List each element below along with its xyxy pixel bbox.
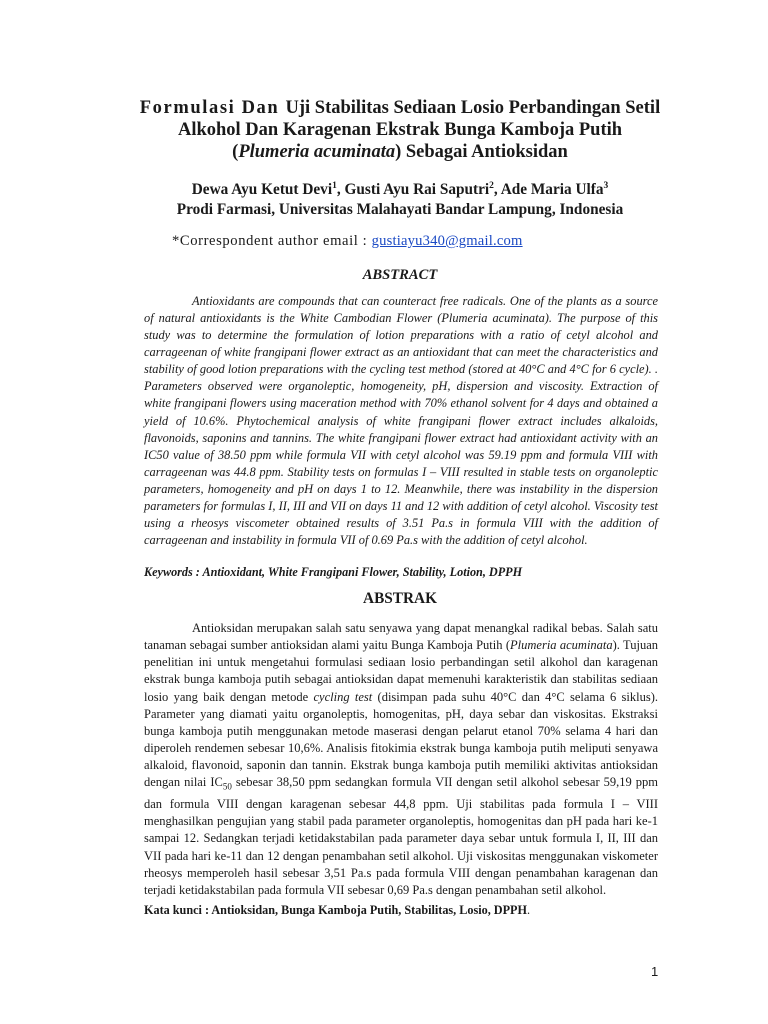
title-species: Plumeria acuminata <box>238 142 396 162</box>
title-line-3 <box>120 141 680 163</box>
page-number: 1 <box>651 964 659 979</box>
abstrak-method: cycling test <box>313 689 373 704</box>
abstrak-ic-subscript: 50 <box>222 781 232 792</box>
abstract-indonesian <box>144 620 658 899</box>
correspondent-label: *Correspondent author email : <box>172 233 372 249</box>
kata-kunci-period: . <box>526 903 531 917</box>
abstract-heading: ABSTRACT <box>362 267 438 283</box>
author-block <box>100 180 700 220</box>
title-line-1-rest: Uji Stabilitas Sediaan Losio Perbandingan Setil <box>285 98 661 118</box>
abstrak-part-3: (disimpan pada suhu 40°C dan 4°C selama 6 siklus). Parameter yang diamati yaitu organoleptis, homogenitas, pH, daya sebar dan viskositas. Ekstraksi bunga kamboja putih menggunakan metode maserasi dengan pelarut etanol 70% selama 4 hari dan diperoleh rendemen sebesar 10,6%. Analisis fitokimia ekstrak bunga kamboja putih meliputi senyawa alkaloid, flavonoid, saponin dan tannin. Ekstrak bunga kamboja putih memiliki aktivitas antioksidan dengan nilai IC <box>144 689 658 790</box>
keywords-indonesian <box>144 903 530 918</box>
title-line-1-spaced: Formulasi Dan <box>139 98 286 118</box>
keywords-english: Keywords : Antioxidant, White Frangipani Flower, Stability, Lotion, DPPH <box>144 565 523 579</box>
abstract-english <box>144 293 658 549</box>
author-2-sup: 2 <box>489 180 494 191</box>
author-3: , Ade Maria Ulfa <box>493 181 604 198</box>
abstrak-species: Plumeria acuminata <box>510 638 613 653</box>
author-3-sup: 3 <box>603 180 609 191</box>
affiliation: Prodi Farmasi, Universitas Malahayati Bandar Lampung, Indonesia <box>176 201 624 218</box>
paper-title <box>120 97 680 163</box>
title-line-2: Alkohol Dan Karagenan Ekstrak Bunga Kamboja Putih <box>177 120 623 140</box>
title-line-3-rest: ) Sebagai Antioksidan <box>395 142 568 162</box>
abstract-indonesian-text <box>144 620 658 899</box>
title-line-1 <box>120 97 680 119</box>
correspondent-email-link[interactable]: gustiayu340@gmail.com <box>371 233 523 249</box>
title-paren-open: ( <box>232 142 239 162</box>
abstrak-part-4: sebesar 38,50 ppm sedangkan formula VII dengan setil alkohol sebesar 59,19 ppm dan formula VIII dengan karagenan sebesar 44,8 ppm. Uji stabilitas pada formula I – VIII menghasilkan pengujian yang stabil pada parameter organoleptis, homogenitas dan pH pada hari ke-1 sampai 12. Sedangkan terjadi ketidakstabilan pada parameter daya sebar untuk formula I, II, III dan VII pada hari ke-11 dan 12 dengan penambahan setil alkohol. Uji viskositas menggunakan viskometer rheosys memperoleh hasil sebesar 3,51 Pa.s pada formula VIII dengan penambahan karagenan dan terjadi ketidakstabilan pada formula VII sebesar 0,69 Pa.s dengan penambahan setil alkohol. <box>144 775 658 897</box>
abstrak-heading: ABSTRAK <box>363 590 437 607</box>
abstrak-part-2: ). Tujuan penelitian ini untuk mengetahui formulasi sediaan losio perbandingan setil alkohol dan karagenan ekstrak bunga kamboja putih sebagai antioksidan dapat memenuhi karakteristik dan stabilitas sediaan losio yang baik dengan metode <box>144 638 659 704</box>
abstract-english-text: Antioxidants are compounds that can counteract free radicals. One of the plants as a source of natural antioxidants is the White Cambodian Flower (Plumeria acuminata). The purpose of this study was to determine the formulation of lotion preparations with a ratio of cetyl alcohol and carrageenan of white frangipani flower extract as an antioxidant that can meet the characteristics and stability of good lotion preparations with the cycling test method (stored at 40°C and 4°C for 6 cycle). . Parameters observed were organoleptic, homogeneity, pH, dispersion and viscosity. Extraction of white frangipani flowers using maceration method with 70% ethanol solvent for 4 days and obtained a yield of 10.6%. Phytochemical analysis of white frangipani flower extract includes alkaloids, flavonoids, saponins and tannins. The white frangipani flower extract had antioxidant activity with an IC50 value of 38.50 ppm while formula VII with cetyl alcohol was 59.19 ppm and formula VIII with carrageenan was 44.8 ppm. Stability tests on formulas I – VIII resulted in stable tests on organoleptic parameters, homogeneity and pH on days 1 to 12. Meanwhile, there was instability in the dispersion parameters for formulas I, II, III and VII on days 11 and 12 with addition of cetyl alcohol. Viscosity test using a rheosys viscometer obtained results of 3.51 Pa.s in formula VIII with the addition of carrageenan and instability in formula VII of 0.69 Pa.s with the addition of cetyl alcohol. <box>144 294 658 548</box>
author-list <box>100 180 700 200</box>
correspondent-line <box>172 233 523 250</box>
author-1-sup: 1 <box>332 180 337 191</box>
author-1: Dewa Ayu Ketut Devi <box>191 181 333 198</box>
kata-kunci-text: Kata kunci : Antioksidan, Bunga Kamboja Putih, Stabilitas, Losio, DPPH <box>144 903 527 917</box>
author-2: , Gusti Ayu Rai Saputri <box>336 181 490 198</box>
abstrak-part-1: Antioksidan merupakan salah satu senyawa yang dapat menangkal radikal bebas. Salah satu tanaman sebagai sumber antioksidan alami yaitu Bunga Kamboja Putih ( <box>144 621 658 653</box>
